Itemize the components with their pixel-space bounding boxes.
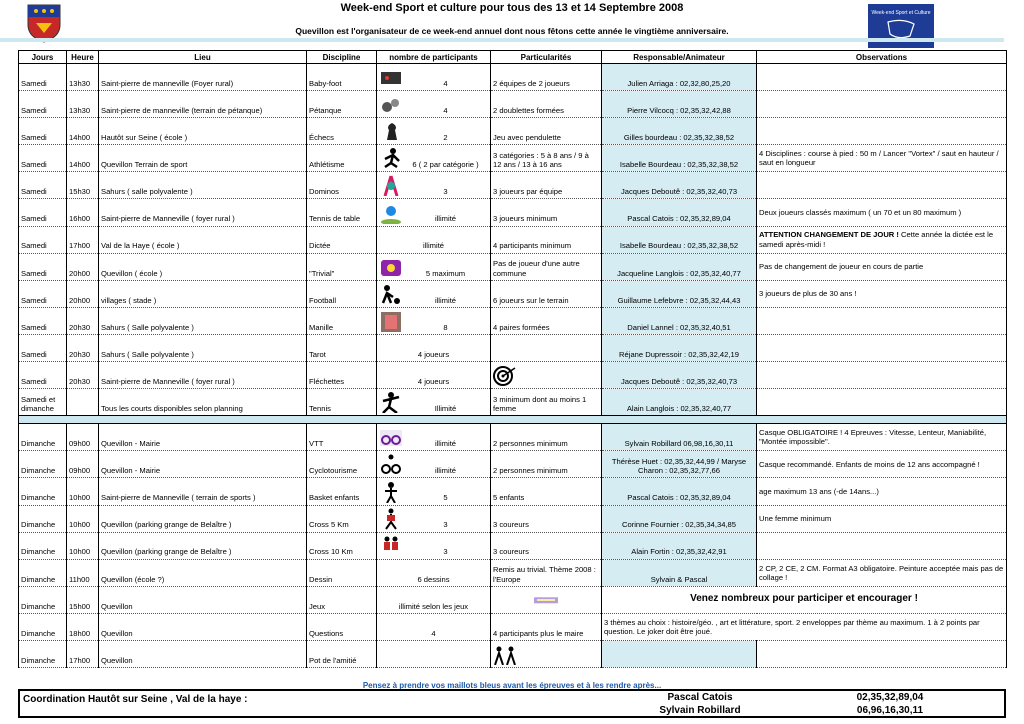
responsible-cell: Jacques Deboutê : 02,35,32,40,73	[602, 172, 757, 199]
participants-cell: illimité	[377, 280, 491, 307]
header-band	[0, 38, 1004, 42]
basket-icon	[379, 481, 403, 503]
particularites-cell: 2 personnes minimum	[491, 451, 602, 478]
participants-cell: 6 dessins	[377, 559, 491, 586]
coordination-label: Coordination Hautôt sur Seine , Val de la haye :	[23, 694, 248, 705]
time-cell: 13h30	[67, 64, 99, 91]
discipline-cell: Manille	[307, 307, 377, 334]
responsible-cell: Sylvain & Pascal	[602, 559, 757, 586]
babyfoot-icon	[379, 66, 403, 88]
day-cell: Dimanche	[19, 424, 67, 451]
location-cell: Quevillon - Mairie	[99, 451, 307, 478]
particularites-cell	[491, 586, 602, 613]
observations-cell: Casque recommandé. Enfants de moins de 12 ans accompagné !	[757, 451, 1007, 478]
col-header: Particularités	[491, 51, 602, 64]
time-cell: 14h00	[67, 145, 99, 172]
location-cell: Quevillon	[99, 586, 307, 613]
day-separator	[19, 416, 1007, 424]
location-cell: Hautôt sur Seine ( école )	[99, 118, 307, 145]
responsible-cell: Pascal Catois : 02,35,32,89,04	[602, 199, 757, 226]
particularites-cell	[491, 640, 602, 667]
event-logo: Week-end Sport et Culture	[868, 4, 934, 48]
time-cell: 18h00	[67, 613, 99, 640]
observations-cell: 3 thèmes au choix : histoire/géo. , art et littérature, sport. 2 enveloppes par thème au maximum. 1 à 2 points par question. Le joker doit être joué.	[602, 613, 1007, 640]
runner-icon	[379, 147, 403, 169]
table-row	[19, 253, 1007, 280]
table-row	[19, 307, 1007, 334]
pingpong-icon	[379, 202, 403, 224]
table-row	[19, 226, 1007, 253]
participants-cell: 3	[377, 532, 491, 559]
location-cell: Quevillon (parking grange de Belaître )	[99, 505, 307, 532]
coordination-footer	[18, 689, 1006, 718]
responsible-cell: Jacqueline Langlois : 02,35,32,40,77	[602, 253, 757, 280]
day-cell: Samedi	[19, 172, 67, 199]
time-cell: 20h30	[67, 362, 99, 389]
time-cell: 17h00	[67, 640, 99, 667]
time-cell: 20h00	[67, 253, 99, 280]
discipline-cell: Tennis de table	[307, 199, 377, 226]
discipline-cell: Pétanque	[307, 91, 377, 118]
col-header: Observations	[757, 51, 1007, 64]
footer-note: Pensez à prendre vos maillots bleus avant les épreuves et à les rendre après...	[362, 681, 662, 690]
time-cell: 15h30	[67, 172, 99, 199]
time-cell: 09h00	[67, 424, 99, 451]
responsible-cell: Guillaume Lefebvre : 02,35,32,44,43	[602, 280, 757, 307]
location-cell: Quevillon (école ?)	[99, 559, 307, 586]
observations-cell	[757, 532, 1007, 559]
time-cell: 11h00	[67, 559, 99, 586]
discipline-cell: Jeux	[307, 586, 377, 613]
discipline-cell: VTT	[307, 424, 377, 451]
location-cell: Quevillon (parking grange de Belaître )	[99, 532, 307, 559]
particularites-cell: Jeu avec pendulette	[491, 118, 602, 145]
day-cell: Samedi	[19, 307, 67, 334]
responsible-cell: Jacques Deboutê : 02,35,32,40,73	[602, 362, 757, 389]
col-header: Heure	[67, 51, 99, 64]
discipline-cell: Fléchettes	[307, 362, 377, 389]
day-cell: Samedi	[19, 145, 67, 172]
bike-icon	[379, 426, 403, 448]
participants-cell: 5	[377, 478, 491, 505]
responsible-cell: Daniel Lannel : 02,35,32,40,51	[602, 307, 757, 334]
location-cell: Quevillon	[99, 613, 307, 640]
page-title: Week-end Sport et culture pour tous des 13 et 14 Septembre 2008	[340, 2, 684, 14]
responsible-cell: Gilles bourdeau : 02,35,32,38,52	[602, 118, 757, 145]
responsible-cell: Réjane Dupressoir : 02,35,32,42,19	[602, 334, 757, 361]
col-header: Discipline	[307, 51, 377, 64]
day-cell: Dimanche	[19, 559, 67, 586]
responsible-cell: Sylvain Robillard 06,98,16,30,11	[602, 424, 757, 451]
cards-icon	[379, 310, 403, 332]
time-cell: 10h00	[67, 478, 99, 505]
observations-cell	[757, 172, 1007, 199]
trivial-icon	[379, 256, 403, 278]
day-cell: Samedi	[19, 362, 67, 389]
discipline-cell: Cross 5 Km	[307, 505, 377, 532]
participants-cell: illimité	[377, 451, 491, 478]
participants-cell: Illimité	[377, 389, 491, 416]
responsible-cell: Pascal Catois : 02,35,32,89,04	[602, 478, 757, 505]
observations-cell	[757, 64, 1007, 91]
responsible-cell: Isabelle Bourdeau : 02,35,32,38,52	[602, 145, 757, 172]
discipline-cell: Dessin	[307, 559, 377, 586]
cross-icon	[379, 508, 403, 530]
responsible-cell: Thérèse Huet : 02,35,32,44,99 / Maryse Charon : 02,35,32,77,66	[602, 451, 757, 478]
participants-cell: illimité	[377, 226, 491, 253]
observations-cell: Casque OBLIGATOIRE ! 4 Epreuves : Vitesse, Lenteur, Maniabilité, "Montée impossible".	[757, 424, 1007, 451]
table-row	[19, 640, 1007, 667]
coordinator-name: Pascal Catois	[667, 692, 733, 703]
target-icon	[493, 364, 517, 386]
table-row	[19, 91, 1007, 118]
location-cell: Saint-pierre de manneville (terrain de pétanque)	[99, 91, 307, 118]
dominos-icon	[379, 174, 403, 196]
day-cell: Dimanche	[19, 505, 67, 532]
day-cell: Dimanche	[19, 640, 67, 667]
particularites-cell	[491, 334, 602, 361]
particularites-cell: 3 coureurs	[491, 505, 602, 532]
petanque-icon	[379, 93, 403, 115]
table-row	[19, 145, 1007, 172]
time-cell: 14h00	[67, 118, 99, 145]
time-cell: 13h30	[67, 91, 99, 118]
observations-cell	[757, 640, 1007, 667]
particularites-cell: Remis au trivial. Thème 2008 : l'Europe	[491, 559, 602, 586]
games-icon	[534, 589, 558, 611]
responsible-cell: Alain Fortin : 02,35,32,42,91	[602, 532, 757, 559]
table-row	[19, 559, 1007, 586]
observations-cell: 2 CP, 2 CE, 2 CM. Format A3 obligatoire. Peinture acceptée mais pas de collage !	[757, 559, 1007, 586]
time-cell: 10h00	[67, 532, 99, 559]
day-cell: Samedi	[19, 334, 67, 361]
participants-cell: 5 maximum	[377, 253, 491, 280]
table-row	[19, 199, 1007, 226]
table-row	[19, 613, 1007, 640]
discipline-cell: Basket enfants	[307, 478, 377, 505]
location-cell: Quevillon ( école )	[99, 253, 307, 280]
observations-cell: Pas de changement de joueur en cours de partie	[757, 253, 1007, 280]
day-cell: Samedi	[19, 226, 67, 253]
particularites-cell: 4 participants minimum	[491, 226, 602, 253]
particularites-cell: 2 personnes minimum	[491, 424, 602, 451]
discipline-cell: Athlétisme	[307, 145, 377, 172]
discipline-cell: Tarot	[307, 334, 377, 361]
col-header: nombre de participants	[377, 51, 491, 64]
discipline-cell: Cross 10 Km	[307, 532, 377, 559]
time-cell: 17h00	[67, 226, 99, 253]
discipline-cell: Tennis	[307, 389, 377, 416]
party-icon	[493, 643, 517, 665]
location-cell: Quevillon - Mairie	[99, 424, 307, 451]
table-row	[19, 334, 1007, 361]
schedule-table	[18, 50, 1007, 668]
location-cell: Saint-pierre de manneville (Foyer rural)	[99, 64, 307, 91]
table-row	[19, 424, 1007, 451]
chess-icon	[379, 120, 403, 142]
particularites-cell: 4 participants plus le maire	[491, 613, 602, 640]
participants-cell: 4 joueurs	[377, 334, 491, 361]
location-cell: Quevillon	[99, 640, 307, 667]
day-cell: Dimanche	[19, 478, 67, 505]
day-cell: Samedi	[19, 64, 67, 91]
table-row	[19, 172, 1007, 199]
table-row	[19, 389, 1007, 416]
discipline-cell: Pot de l'amitié	[307, 640, 377, 667]
participants-cell: 4	[377, 613, 491, 640]
observations-cell: ATTENTION CHANGEMENT DE JOUR ! Cette année la dictée est le samedi après-midi !	[757, 226, 1007, 253]
table-row	[19, 478, 1007, 505]
responsible-cell	[602, 640, 757, 667]
day-cell: Samedi	[19, 253, 67, 280]
table-row	[19, 280, 1007, 307]
observations-cell: 3 joueurs de plus de 30 ans !	[757, 280, 1007, 307]
table-header-row	[19, 51, 1007, 64]
participants-cell: 2	[377, 118, 491, 145]
time-cell	[67, 389, 99, 416]
location-cell: villages ( stade )	[99, 280, 307, 307]
discipline-cell: Cyclotourisme	[307, 451, 377, 478]
observations-cell: Venez nombreux pour participer et encourager !	[602, 586, 1007, 613]
coordinator-phone: 02,35,32,89,04	[856, 692, 924, 703]
particularites-cell: 2 doublettes formées	[491, 91, 602, 118]
participants-cell: 3	[377, 172, 491, 199]
discipline-cell: Football	[307, 280, 377, 307]
day-cell: Samedi et dimanche	[19, 389, 67, 416]
particularites-cell	[491, 362, 602, 389]
particularites-cell: 3 joueurs minimum	[491, 199, 602, 226]
discipline-cell: Questions	[307, 613, 377, 640]
col-header: Lieu	[99, 51, 307, 64]
page-subtitle: Quevillon est l'organisateur de ce week-end annuel dont nous fêtons cette année le vingtième anniversaire.	[295, 26, 729, 36]
time-cell: 16h00	[67, 199, 99, 226]
location-cell: Val de la Haye ( école )	[99, 226, 307, 253]
time-cell: 20h30	[67, 307, 99, 334]
observations-cell: age maximum 13 ans (-de 14ans...)	[757, 478, 1007, 505]
participants-cell: 6 ( 2 par catégorie )	[377, 145, 491, 172]
time-cell: 15h00	[67, 586, 99, 613]
day-cell: Samedi	[19, 91, 67, 118]
participants-cell: illimité	[377, 199, 491, 226]
particularites-cell: 3 joueurs par équipe	[491, 172, 602, 199]
day-cell: Samedi	[19, 199, 67, 226]
participants-cell: 4	[377, 64, 491, 91]
day-cell: Dimanche	[19, 613, 67, 640]
participants-cell: illimité	[377, 424, 491, 451]
col-header: Responsable/Animateur	[602, 51, 757, 64]
day-cell: Samedi	[19, 280, 67, 307]
table-row	[19, 586, 1007, 613]
cyclist-icon	[379, 453, 403, 475]
location-cell: Quevillon Terrain de sport	[99, 145, 307, 172]
discipline-cell: Échecs	[307, 118, 377, 145]
time-cell: 09h00	[67, 451, 99, 478]
coordinator-name: Sylvain Robillard	[659, 705, 741, 716]
day-cell: Dimanche	[19, 586, 67, 613]
location-cell: Saint-pierre de Manneville ( foyer rural )	[99, 199, 307, 226]
participants-cell: 3	[377, 505, 491, 532]
observations-cell: 4 Disciplines : course à pied : 50 m / Lancer "Vortex" / saut en hauteur / saut en longueur	[757, 145, 1007, 172]
particularites-cell: 5 enfants	[491, 478, 602, 505]
responsible-cell: Pierre Vilcocq : 02,35,32,42,88	[602, 91, 757, 118]
particularites-cell: Pas de joueur d'une autre commune	[491, 253, 602, 280]
observations-cell	[757, 389, 1007, 416]
time-cell: 20h30	[67, 334, 99, 361]
participants-cell: 4	[377, 91, 491, 118]
time-cell: 20h00	[67, 280, 99, 307]
participants-cell: 4 joueurs	[377, 362, 491, 389]
discipline-cell: "Trivial"	[307, 253, 377, 280]
observations-cell	[757, 362, 1007, 389]
location-cell: Sahurs ( Salle polyvalente )	[99, 334, 307, 361]
observations-cell	[757, 91, 1007, 118]
observations-cell	[757, 334, 1007, 361]
participants-cell	[377, 640, 491, 667]
location-cell: Sahurs ( Salle polyvalente )	[99, 307, 307, 334]
particularites-cell: 4 paires formées	[491, 307, 602, 334]
observations-cell	[757, 307, 1007, 334]
time-cell: 10h00	[67, 505, 99, 532]
responsible-cell: Isabelle Bourdeau : 02,35,32,38,52	[602, 226, 757, 253]
particularites-cell: 2 équipes de 2 joueurs	[491, 64, 602, 91]
participants-cell: 8	[377, 307, 491, 334]
table-row	[19, 362, 1007, 389]
responsible-cell: Corinne Fournier : 02,35,34,34,85	[602, 505, 757, 532]
observations-cell: Deux joueurs classés maximum ( un 70 et un 80 maximum )	[757, 199, 1007, 226]
day-cell: Dimanche	[19, 451, 67, 478]
location-cell: Saint-pierre de Manneville ( terrain de sports )	[99, 478, 307, 505]
football-icon	[379, 283, 403, 305]
discipline-cell: Dictée	[307, 226, 377, 253]
discipline-cell: Baby-foot	[307, 64, 377, 91]
location-cell: Sahurs ( salle polyvalente )	[99, 172, 307, 199]
observations-cell: Une femme minimum	[757, 505, 1007, 532]
particularites-cell: 3 minimum dont au moins 1 femme	[491, 389, 602, 416]
particularites-cell: 3 catégories : 5 à 8 ans / 9 à 12 ans / 13 à 16 ans	[491, 145, 602, 172]
responsible-cell: Julien Arriaga : 02,32,80,25,20	[602, 64, 757, 91]
discipline-cell: Dominos	[307, 172, 377, 199]
particularites-cell: 6 joueurs sur le terrain	[491, 280, 602, 307]
table-row	[19, 532, 1007, 559]
day-cell: Samedi	[19, 118, 67, 145]
table-row	[19, 451, 1007, 478]
cross2-icon	[379, 535, 403, 557]
coordinator-phone: 06,96,16,30,11	[856, 705, 924, 716]
col-header: Jours	[19, 51, 67, 64]
location-cell: Tous les courts disponibles selon planning	[99, 389, 307, 416]
responsible-cell: Alain Langlois : 02,35,32,40,77	[602, 389, 757, 416]
table-row	[19, 118, 1007, 145]
day-cell: Dimanche	[19, 532, 67, 559]
observations-cell	[757, 118, 1007, 145]
particularites-cell: 3 coureurs	[491, 532, 602, 559]
participants-cell: illimité selon les jeux	[377, 586, 491, 613]
table-row	[19, 64, 1007, 91]
location-cell: Saint-pierre de Manneville ( foyer rural )	[99, 362, 307, 389]
table-row	[19, 505, 1007, 532]
tennis-icon	[379, 391, 403, 413]
